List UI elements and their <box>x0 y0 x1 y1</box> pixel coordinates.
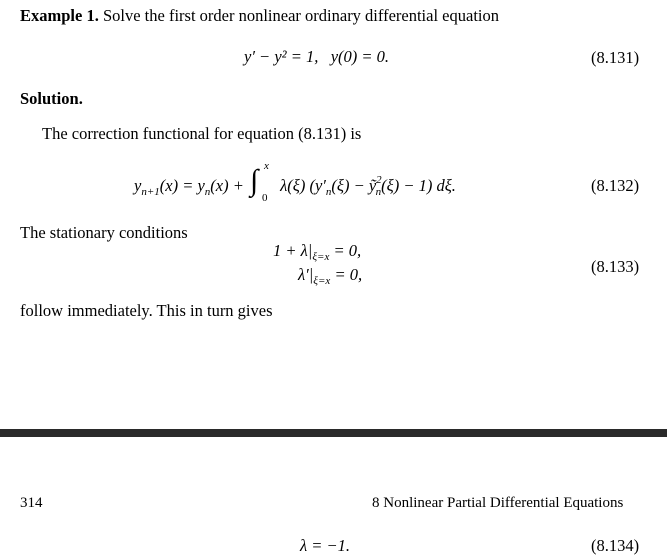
eq132-int-sub2: n <box>375 185 382 198</box>
follow-text: follow immediately. This in turn gives <box>20 301 273 320</box>
eq132-plus: (x) + <box>210 175 244 195</box>
equation-8-131 <box>244 47 389 67</box>
eq131-lhs: y′ − y² = 1, <box>244 47 319 66</box>
eq133-l2sub: ξ=x <box>313 275 331 287</box>
eq132-int-end: (ξ) − 1) dξ. <box>381 175 456 195</box>
correction-text: The correction functional for equation (8.131) is <box>42 124 362 143</box>
eq133-l2b: = 0, <box>334 265 363 284</box>
stationary-text: The stationary conditions <box>20 223 188 242</box>
example-paragraph <box>20 6 499 26</box>
integral-upper-limit: x <box>264 160 269 172</box>
page-number: 314 <box>20 495 43 511</box>
chapter-title: 8 Nonlinear Partial Differential Equations <box>372 495 624 511</box>
eq131-number: (8.131) <box>591 48 640 67</box>
eq132-integrand: λ(ξ) (y′ <box>280 175 326 195</box>
page-divider <box>0 429 667 437</box>
eq134-number: (8.134) <box>591 536 640 555</box>
eq132-number: (8.132) <box>591 176 640 195</box>
eq133-line2 <box>298 265 362 287</box>
eq132-sub-n1: n+1 <box>141 185 160 198</box>
eq133-l1b: = 0, <box>333 241 362 260</box>
eq132-y: y <box>134 175 142 195</box>
integral-lower-limit: 0 <box>262 192 268 204</box>
example-text: Solve the first order nonlinear ordinary differential equation <box>102 6 499 25</box>
example-heading: Example 1. <box>20 6 99 25</box>
eq132-sub-n: n <box>204 185 211 198</box>
eq133-l2a: λ′| <box>298 265 314 284</box>
eq133-l1a: 1 + λ| <box>273 241 313 260</box>
eq133-line1 <box>273 241 361 263</box>
integral-sign: ∫ x 0 <box>250 160 269 204</box>
eq132-int-sub: n <box>325 185 332 198</box>
eq133-number: (8.133) <box>591 257 640 276</box>
eq132-int-rest: (ξ) − ỹ <box>331 175 377 195</box>
eq131-ic: y(0) = 0. <box>330 47 390 66</box>
equation-8-132 <box>134 160 456 204</box>
equation-8-134: λ = −1. <box>300 536 351 555</box>
eq133-l1sub: ξ=x <box>312 251 330 263</box>
eq132-eq: (x) = y <box>159 175 205 195</box>
eq132-int-sup: 2 <box>376 173 382 186</box>
solution-heading: Solution. <box>20 89 83 108</box>
